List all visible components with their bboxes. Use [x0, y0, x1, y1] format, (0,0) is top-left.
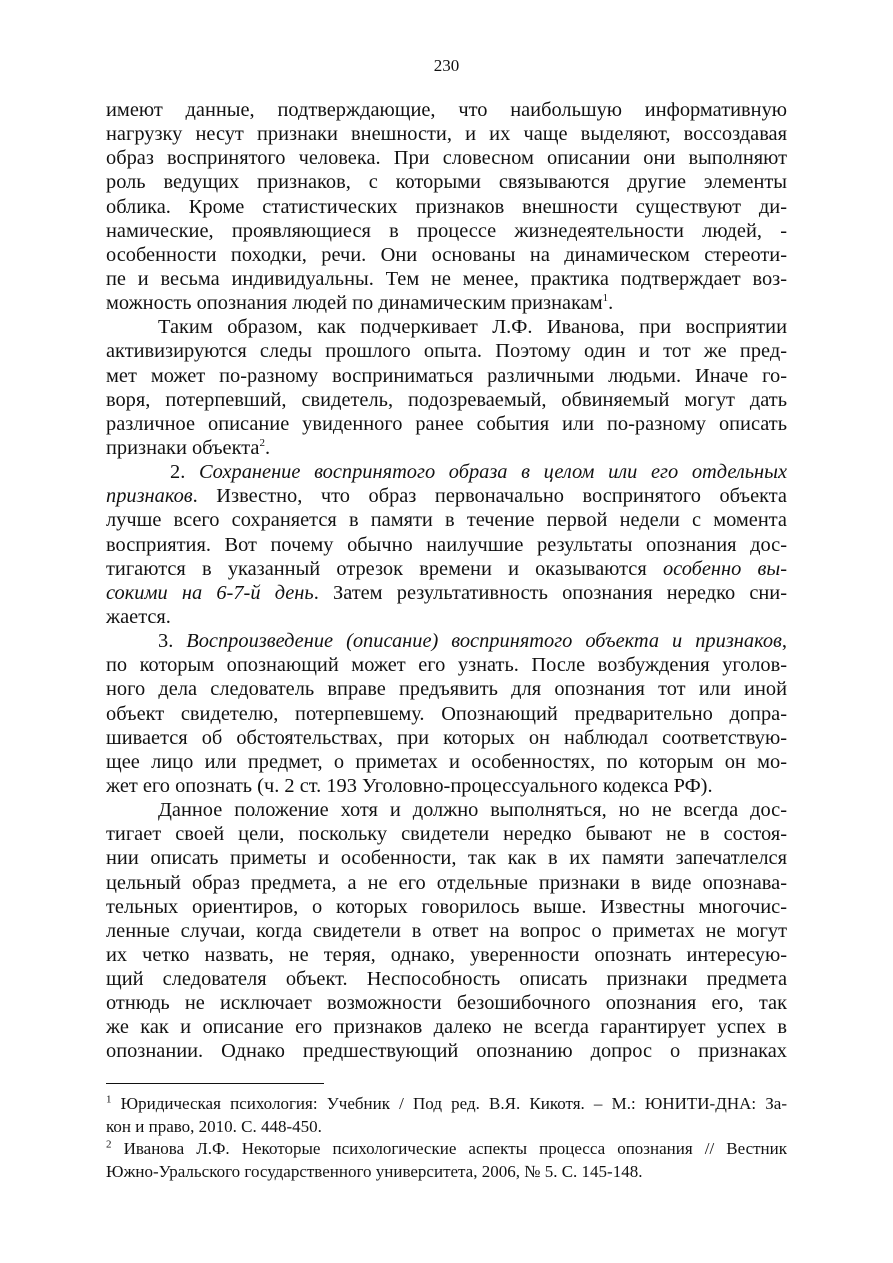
- text-line: роль ведущих признаков, с которыми связываются другие элементы: [106, 171, 787, 194]
- text-line: [106, 484, 787, 508]
- text-line: имеют данные, подтверждающие, что наибольшую информативную: [106, 99, 787, 121]
- text-line: мет может по-разному восприниматься различными людьми. Иначе го-: [106, 364, 787, 387]
- text-line: жет его опознать (ч. 2 ст. 193 Уголовно-процессуального кодекса РФ).: [106, 774, 713, 797]
- text-fragment: тигаются в указанный отрезок времени и оказываются: [106, 557, 663, 580]
- italic-heading: признаков: [106, 485, 193, 508]
- footnote-text: Иванова Л.Ф. Некоторые психологические аспекты процесса опознания // Вестник: [111, 1139, 787, 1158]
- text-line: нагрузку несут признаки внешности, и их чаще выделяют, воссоздавая: [106, 123, 787, 146]
- italic-heading: Сохранение воспринятого образа в целом или его отдельных: [198, 461, 788, 484]
- text-line: [106, 581, 787, 605]
- text-line: лучше всего сохраняется в памяти в течение первой недели с момента: [106, 509, 787, 532]
- text-line: [106, 557, 787, 581]
- footnote-mark: 2: [106, 1138, 112, 1151]
- text-line: [106, 291, 787, 315]
- text-line: восприятия. Вот почему обычно наилучшие результаты опознания дос-: [106, 533, 787, 556]
- text-line: особенности походки, речи. Они основаны на динамическом стереоти-: [106, 243, 787, 266]
- text-line: опознании. Однако предшествующий опознанию допрос о признаках: [106, 1040, 787, 1063]
- text-fragment: признаки объекта: [106, 436, 260, 459]
- text-line: [106, 460, 787, 484]
- text-line: [106, 436, 787, 460]
- text-line: тигает своей цели, поскольку свидетели нередко бывают не в состоя-: [106, 823, 787, 846]
- footnote-ref: 1: [602, 292, 609, 305]
- text-line: нии описать приметы и особенности, так как в их памяти запечатлелся: [106, 847, 787, 870]
- text-line: ленные случаи, когда свидетели в ответ на вопрос о приметах не могут: [106, 919, 787, 942]
- text-line: пе и весьма индивидуальны. Тем не менее, практика подтверждает воз-: [106, 267, 787, 290]
- text-line: шивается об обстоятельствах, при которых он наблюдал соответствую-: [106, 726, 787, 749]
- text-line: ного дела следователь вправе предъявить для опознания тот или иной: [106, 678, 787, 701]
- text-line: [106, 629, 787, 653]
- text-line: отнюдь не исключает возможности безошибочного опознания его, так: [106, 992, 787, 1015]
- text-fragment: можность опознания людей по динамическим признакам: [106, 292, 603, 315]
- text-line: Данное положение хотя и должно выполняться, но не всегда дос-: [158, 799, 787, 822]
- footnote-text: Юридическая психология: Учебник / Под ред. В.Я. Кикотя. – М.: ЮНИТИ-ДНА: За-: [111, 1094, 787, 1113]
- text-line: Таким образом, как подчеркивает Л.Ф. Иванова, при восприятии: [158, 316, 787, 339]
- footnote-mark: 1: [106, 1093, 112, 1106]
- text-line: облика. Кроме статистических признаков внешности существуют ди-: [106, 195, 787, 218]
- text-line: по которым опознающий может его узнать. После возбуждения уголов-: [106, 654, 787, 677]
- italic-heading: Воспроизведение (описание) воспринятого объекта и признаков: [186, 630, 782, 653]
- text-line: жается.: [106, 605, 171, 628]
- text-line: различное описание увиденного ранее события или по-разному описать: [106, 412, 787, 435]
- footnote-line: [106, 1093, 787, 1116]
- page-number: 230: [433, 56, 460, 75]
- text-line: же как и описание его признаков далеко не всегда гарантирует успех в: [106, 1016, 787, 1039]
- text-fragment: .: [608, 292, 614, 315]
- text-line: воря, потерпевший, свидетель, подозреваемый, обвиняемый могут дать: [106, 388, 787, 411]
- footnote-ref: 2: [259, 437, 265, 450]
- italic-text: особенно вы-: [662, 557, 787, 580]
- text-fragment: ,: [781, 630, 787, 653]
- text-line: активизируются следы прошлого опыта. Поэтому один и тот же пред-: [106, 340, 787, 363]
- list-number: 3.: [158, 630, 187, 653]
- text-line: их четко назвать, не теряя, однако, уверенности опознать интересую-: [106, 943, 787, 966]
- text-line: объект свидетелю, потерпевшему. Опознающий предварительно допра-: [106, 702, 787, 725]
- text-fragment: .: [264, 436, 271, 459]
- italic-text: сокими на 6-7-й день: [106, 581, 314, 604]
- text-line: щий следователя объект. Неспособность описать признаки предмета: [106, 968, 787, 991]
- footnote-divider: [106, 1083, 324, 1084]
- text-line: щее лицо или предмет, о приметах и особенностях, по которым он мо-: [106, 750, 787, 773]
- text-line: тельных ориентиров, о которых говорилось выше. Известны многочис-: [106, 895, 787, 918]
- text-fragment: . Известно, что образ первоначально воспринятого объекта: [192, 485, 787, 508]
- footnotes: [106, 1093, 787, 1183]
- footnote-line: Южно-Уральского государственного университета, 2006, № 5. С. 145-148.: [106, 1161, 643, 1181]
- text-fragment: . Затем результативность опознания нередко сни-: [313, 581, 787, 604]
- footnote-line: кон и право, 2010. С. 448-450.: [106, 1116, 322, 1136]
- list-number: 2.: [170, 461, 199, 484]
- body-text: [106, 98, 787, 1064]
- text-line: намические, проявляющиеся в процессе жизнедеятельности людей, -: [106, 219, 787, 242]
- text-line: цельный образ предмета, а не его отдельные признаки в виде опознава-: [106, 871, 787, 894]
- footnote-line: [106, 1138, 787, 1161]
- text-line: образ воспринятого человека. При словесном описании они выполняют: [106, 147, 787, 170]
